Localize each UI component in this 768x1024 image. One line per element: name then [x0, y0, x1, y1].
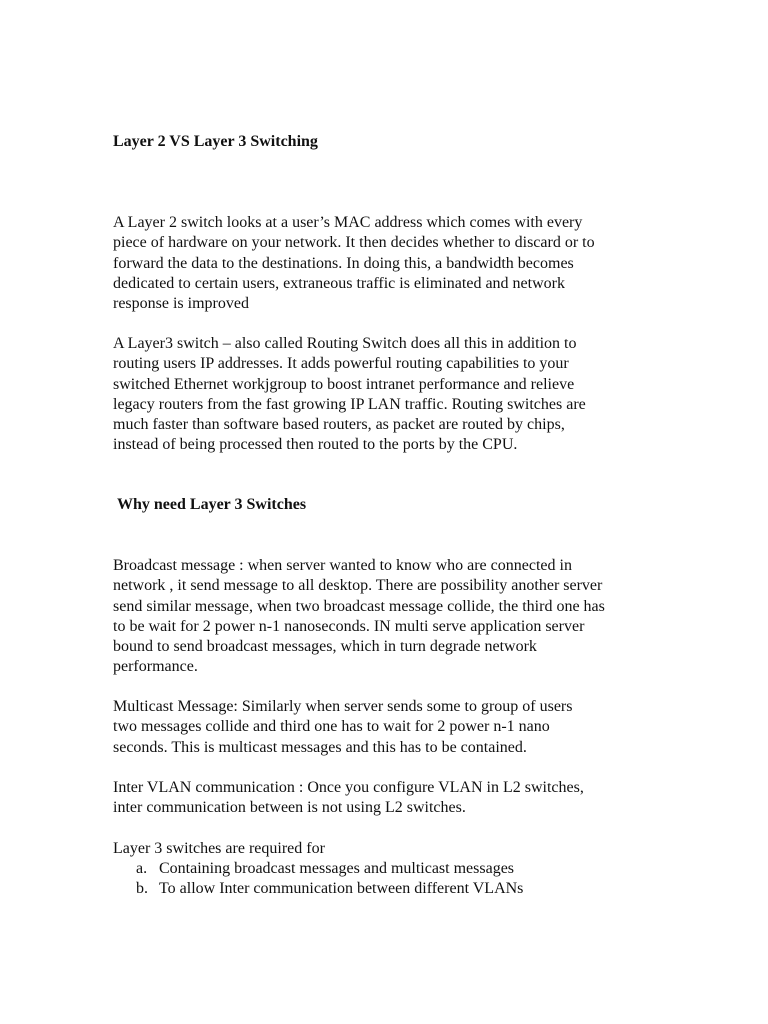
list-marker: a. — [136, 860, 148, 877]
broadcast-paragraph — [113, 556, 673, 678]
text-line: Broadcast message : when server wanted to know who are connected in — [113, 557, 572, 574]
text-line: routing users IP addresses. It adds powerful routing capabilities to your — [113, 355, 569, 373]
text-line: A Layer 2 switch looks at a user’s MAC address which comes with every — [113, 214, 583, 231]
text-line: send similar message, when two broadcast message collide, the third one has — [113, 597, 605, 615]
list-item-text: To allow Inter communication between different VLANs — [159, 880, 524, 897]
text-line: Inter VLAN communication : Once you configure VLAN in L2 switches, — [113, 779, 584, 796]
text-line: two messages collide and third one has to wait for 2 power n-1 nano — [113, 718, 550, 736]
text-line: legacy routers from the fast growing IP LAN traffic. Routing switches are — [113, 395, 586, 413]
text-line: instead of being processed then routed to the ports by the CPU. — [113, 436, 518, 454]
text-line: response is improved — [113, 295, 249, 313]
text-line: piece of hardware on your network. It then decides whether to discard or to — [113, 234, 595, 252]
text-line: performance. — [113, 658, 198, 676]
text-line: network , it send message to all desktop. There are possibility another server — [113, 577, 603, 595]
text-line: much faster than software based routers, as packet are routed by chips, — [113, 416, 565, 434]
text-line: to be wait for 2 power n-1 nanoseconds. IN multi serve application server — [113, 617, 585, 635]
list-item-text: Containing broadcast messages and multicast messages — [159, 860, 515, 877]
text-line: switched Ethernet workjgroup to boost intranet performance and relieve — [113, 375, 575, 393]
text-line: forward the data to the destinations. In doing this, a bandwidth becomes — [113, 254, 574, 272]
text-line: seconds. This is multicast messages and this has to be contained. — [113, 738, 527, 756]
multicast-paragraph — [113, 697, 673, 758]
page-title: Layer 2 VS Layer 3 Switching — [113, 133, 318, 150]
text-line: dedicated to certain users, extraneous traffic is eliminated and network — [113, 274, 565, 292]
intro-paragraph-layer2 — [113, 213, 673, 314]
intro-paragraph-layer3 — [113, 334, 673, 456]
text-line: bound to send broadcast messages, which in turn degrade network — [113, 638, 537, 656]
text-line: A Layer3 switch – also called Routing Switch does all this in addition to — [113, 335, 577, 352]
section-heading: Why need Layer 3 Switches — [117, 496, 307, 513]
list-marker: b. — [136, 880, 148, 897]
requirements-intro: Layer 3 switches are required for — [113, 840, 325, 857]
text-line: Multicast Message: Similarly when server sends some to group of users — [113, 698, 573, 715]
text-line: inter communication between is not using L2 switches. — [113, 799, 466, 817]
inter-vlan-paragraph — [113, 778, 673, 819]
